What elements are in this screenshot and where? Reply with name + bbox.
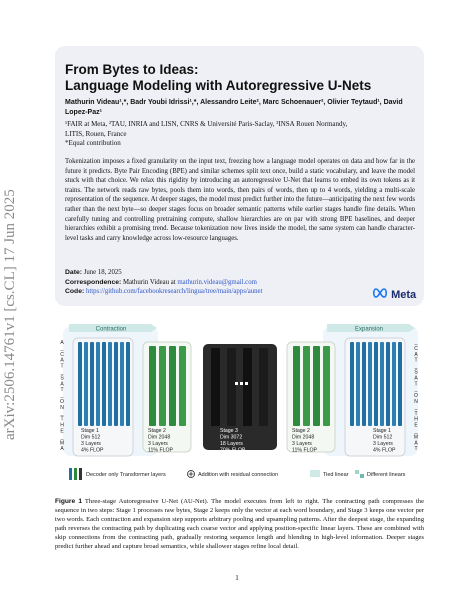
stage-column <box>227 348 236 426</box>
stage-column <box>243 348 252 426</box>
output-char: H <box>414 416 418 423</box>
input-char: O <box>60 399 64 405</box>
code-row <box>65 287 415 297</box>
legend-different-text: Different linears <box>367 472 406 478</box>
stage2-left-name: Stage 2 <box>148 428 166 434</box>
input-char: _ <box>60 369 64 376</box>
stage-column <box>350 342 354 426</box>
stage1-left-name: Stage 1 <box>81 428 99 434</box>
code-label: Code: <box>65 288 85 295</box>
stage-column <box>398 342 402 426</box>
input-char: _ <box>60 345 64 352</box>
stage-column <box>78 342 82 426</box>
stage2-right-dim: Dim 2048 <box>292 434 315 441</box>
output-char: C <box>414 345 418 352</box>
stage1-left-flop: 4% FLOP <box>81 447 104 454</box>
output-char: O <box>414 393 418 400</box>
stage2-left-dim: Dim 2048 <box>148 434 171 441</box>
date-label: Date: <box>65 269 82 276</box>
stage-column <box>126 342 130 426</box>
caption-text: Three-stage Autoregressive U-Net (AU-Net). The model executes from left to right. The contracting path compresses the sequence in two steps: Stage 1 processes raw bytes, Stage 2 keeps only the vector at each word boundary, and Stage 3 keeps one vector per two words. Each contraction and expansion step supports arbitrary pooling and upsampling patterns. After the deepest stage, the expanding path reverses the contracting path by duplicating each coarse vector and applying position-specific linear layers. These are combined with skip connections from the contracting path, gradually restoring sequence length and blending in high-level information. Deeper stages predict further ahead and capture broad semantics, while shallower stages refine local detail. <box>55 498 424 550</box>
legend-dark-column-icon <box>79 468 82 480</box>
abstract: Tokenization imposes a fixed granularity on the input text, freezing how a language model operates on data and how far in the future it predicts. Byte Pair Encoding (BPE) and similar schemes split text once, build a static vocabulary, and leave the model stuck with that choice. We relax this rigidity by introducing an autoregressive U-Net that learns to embed its own tokens as it trains. The network reads raw bytes, pools them into words, then pairs of words, then up to 4 words, yielding a multi-scale representation of the sequence. At deeper stages, the model must predict further into the future—anticipating the next few words rather than the next byte—so deeper stages focus on broader semantic patterns while earlier stages handle fine details. When carefully tuning and controlling pretraining compute, shallow hierarchies are on par with strong BPE baselines, and deeper hierarchies exhibit a promising trend. Because tokenization now lives inside the model, the same system can handle character-level tasks and carry knowledge across low-resource languages. <box>65 158 415 242</box>
input-char: N <box>60 404 64 411</box>
contraction-label: Contraction <box>95 326 127 333</box>
stage-column <box>96 342 100 426</box>
stage-column <box>380 342 384 426</box>
stage-column <box>114 342 118 426</box>
stage-column <box>392 342 396 426</box>
stage1-left-layers: 3 Layers <box>81 441 101 447</box>
stage1-left-columns <box>78 342 130 426</box>
stage2-left-layers: 3 Layers <box>148 441 168 447</box>
stage-column <box>159 346 166 426</box>
stage-column <box>374 342 378 426</box>
legend-blue-column-icon <box>69 468 72 480</box>
output-char: S <box>414 369 418 376</box>
stage-column <box>313 346 320 426</box>
caption-label: Figure 1 <box>55 498 82 505</box>
input-char: H <box>60 422 64 429</box>
stage1-right-name: Stage 1 <box>373 428 391 434</box>
stage-column <box>179 346 186 426</box>
output-char: _ <box>414 404 418 411</box>
stage-column <box>293 346 300 426</box>
stage-column <box>120 342 124 426</box>
arxiv-identifier: arXiv:2506.14761v1 [cs.CL] 17 Jun 2025 <box>2 189 18 441</box>
meta-logo-text: Meta <box>391 288 417 301</box>
legend-tied-linear-icon <box>310 470 320 477</box>
stage-column <box>303 346 310 426</box>
stage-column <box>108 342 112 426</box>
stage1-left-dim: Dim 512 <box>81 434 101 441</box>
stage2-right-name: Stage 2 <box>292 428 310 434</box>
stage-column <box>211 348 220 426</box>
output-char: A <box>414 351 418 358</box>
input-char: T <box>60 363 64 370</box>
output-char: A <box>414 375 418 382</box>
legend-addition-text: Addition with residual connection <box>198 472 279 478</box>
stage-column <box>84 342 88 426</box>
output-char: _ <box>414 340 418 346</box>
output-char: _ <box>414 428 418 435</box>
stage-column <box>259 348 268 426</box>
input-char: S <box>60 375 64 382</box>
output-char: T <box>414 357 418 364</box>
affiliation-line-1: ¹FAIR at Meta, ²TAU, INRIA and LISN, CNRS & Université Paris-Saclay, ³INSA Rouen Normandy, <box>65 120 348 128</box>
input-char: M <box>59 440 65 447</box>
input-char: A <box>60 381 64 388</box>
stage1-right-layers: 3 Layers <box>373 441 393 447</box>
legend-decoder-text: Decoder only Transformer layers <box>86 472 166 478</box>
stage1-right-dim: Dim 512 <box>373 434 393 441</box>
input-char: _ <box>60 410 64 417</box>
correspondence-row <box>65 278 415 288</box>
input-char: C <box>60 351 64 358</box>
input-char: T <box>60 416 64 423</box>
correspondence-value: Mathurin Videau at <box>122 278 176 286</box>
code-link[interactable]: https://github.com/facebookresearch/lingua/tree/main/apps/aunet <box>85 288 263 295</box>
output-char: _ <box>414 363 418 370</box>
output-char: T <box>414 381 418 388</box>
authors-line-2: Lopez-Paz¹ <box>65 109 102 116</box>
meta-logo <box>372 288 422 302</box>
authors-line-1: Mathurin Videau¹,*, Badr Youbi Idrissi¹,*, Alessandro Leite², Marc Schoenauer², Olivier Teytaud¹, David <box>65 99 403 106</box>
figure-caption <box>55 497 424 551</box>
input-char: A <box>60 446 64 453</box>
legend-different-linear-icon <box>355 470 359 474</box>
stage3-ellipsis-icon <box>235 382 248 385</box>
input-char: T <box>60 387 64 394</box>
input-char: _ <box>60 393 64 400</box>
legend-plus-glyph <box>189 472 194 477</box>
affiliations <box>65 120 415 149</box>
stage3-layers: 18 Layers <box>220 441 243 447</box>
stage-column <box>356 342 360 426</box>
output-characters <box>414 340 419 452</box>
output-char: E <box>414 422 418 429</box>
input-char: _ <box>60 434 64 441</box>
stage-column <box>323 346 330 426</box>
date-row <box>65 268 415 278</box>
output-char: T <box>414 446 418 453</box>
title-line-2: Language Modeling with Autoregressive U-Nets <box>65 78 372 93</box>
title-line-1: From Bytes to Ideas: <box>65 62 199 77</box>
figure-legend <box>69 468 406 480</box>
stage-column <box>362 342 366 426</box>
correspondence-label: Correspondence: <box>65 278 122 286</box>
stage-column <box>102 342 106 426</box>
meta-infinity-icon <box>372 288 388 301</box>
stage2-right-flop: 11% FLOP <box>292 447 317 454</box>
stage-column <box>368 342 372 426</box>
output-char: N <box>414 399 418 405</box>
stage3-dim: Dim 3072 <box>220 434 243 441</box>
legend-tied-text: Tied linear <box>323 472 349 478</box>
output-char: T <box>414 410 418 417</box>
input-char: E <box>60 428 64 435</box>
expansion-label: Expansion <box>354 326 384 333</box>
stage-column <box>386 342 390 426</box>
stage2-left-flop: 11% FLOP <box>148 447 173 454</box>
stage1-right-columns <box>350 342 402 426</box>
legend-different-linear-icon-2 <box>360 474 364 478</box>
paper-title <box>65 62 415 94</box>
stage3-flop: 70% FLOP <box>220 447 246 454</box>
stage-column <box>149 346 156 426</box>
input-char: A <box>60 357 64 364</box>
output-char: A <box>414 440 418 447</box>
correspondence-email-link[interactable]: mathurin.videau@gmail.com <box>177 278 257 286</box>
au-net-figure <box>55 318 424 496</box>
author-list <box>65 98 415 118</box>
input-char: A <box>60 340 64 346</box>
legend-green-column-icon <box>74 468 77 480</box>
affiliation-line-2: LITIS, Rouen, France <box>65 129 127 138</box>
equal-contribution-note: *Equal contribution <box>65 139 121 147</box>
stage-column <box>169 346 176 426</box>
stage3-name: Stage 3 <box>220 428 238 434</box>
stage2-right-layers: 3 Layers <box>292 441 312 447</box>
output-char: _ <box>414 387 418 394</box>
stage1-right-flop: 4% FLOP <box>373 447 396 454</box>
stage-column <box>90 342 94 426</box>
paper-metadata <box>65 268 415 297</box>
output-char: M <box>413 434 419 441</box>
page-number: 1 <box>235 574 239 582</box>
date-value: June 18, 2025 <box>83 269 122 276</box>
